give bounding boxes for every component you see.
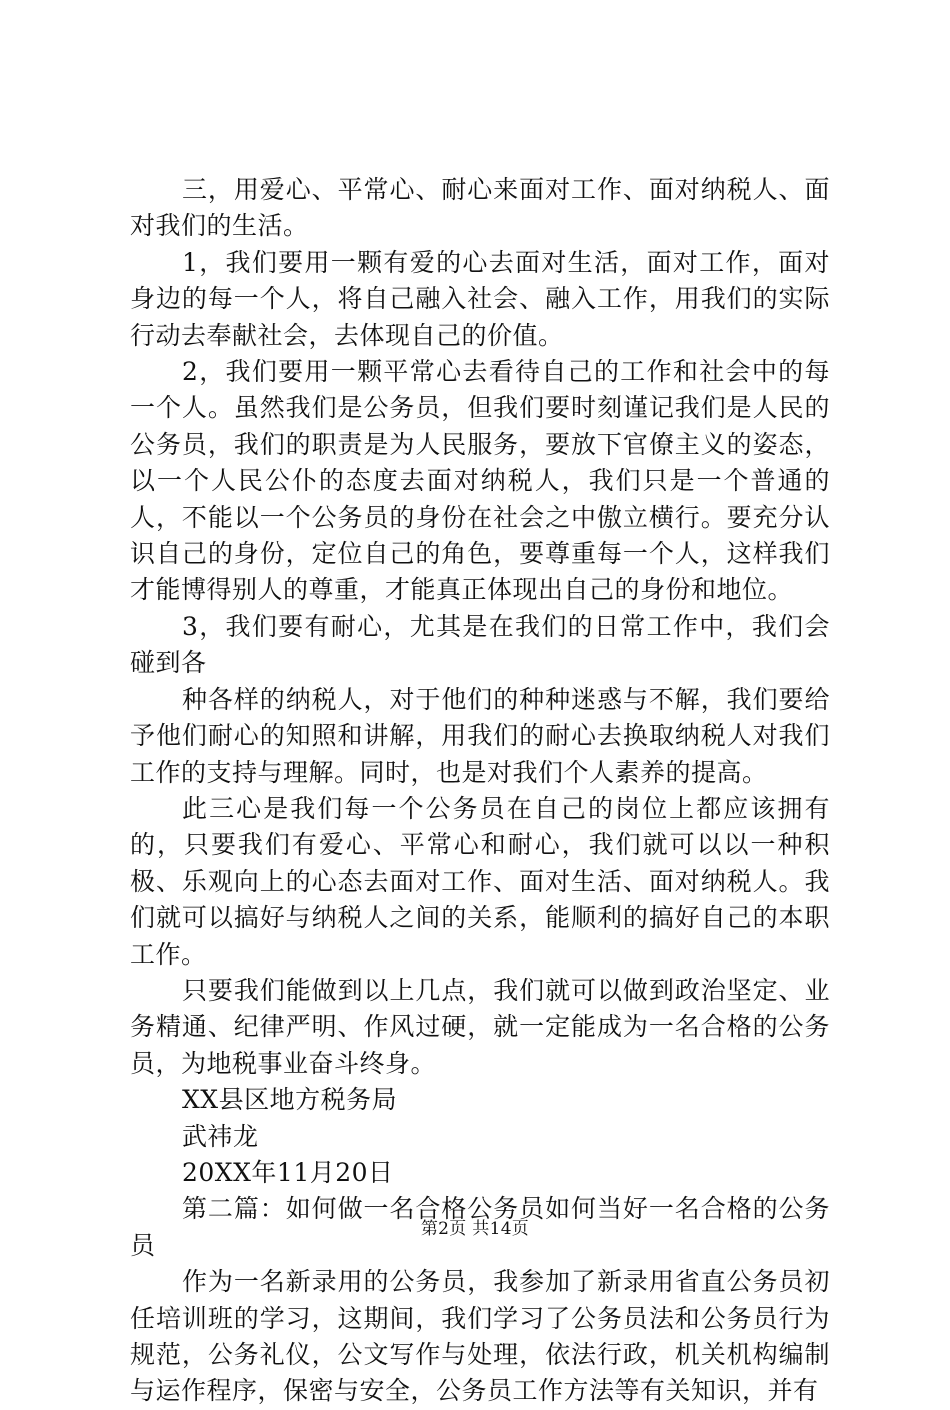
- paragraph: 种各样的纳税人，对于他们的种种迷惑与不解，我们要给予他们耐心的知照和讲解，用我们的耐心去换取纳税人对我们工作的支持与理解。同时，也是对我们个人素养的提高。: [130, 684, 830, 787]
- paragraph: 只要我们能做到以上几点，我们就可以做到政治坚定、业务精通、纪律严明、作风过硬，就一定能成为一名合格的公务员，为地税事业奋斗终身。: [130, 975, 830, 1078]
- signature-date: 20XX年11月20日: [182, 1157, 394, 1187]
- page-indicator: 第2页 共14页: [420, 1219, 530, 1239]
- paragraph: 1，我们要用一颗有爱的心去面对生活，面对工作，面对身边的每一个人，将自己融入社会、融入工作，用我们的实际行动去奉献社会，去体现自己的价值。: [130, 247, 830, 350]
- signature-author: 武祎龙: [182, 1121, 259, 1151]
- paragraph: 3，我们要有耐心，尤其是在我们的日常工作中，我们会碰到各: [130, 611, 830, 678]
- section-title: 第二篇：如何做一名合格公务员如何当好一名合格的公务员: [130, 1194, 830, 1260]
- signature-organization: XX县区地方税务局: [182, 1085, 398, 1115]
- paragraph: 作为一名新录用的公务员，我参加了新录用省直公务员初任培训班的学习，这期间，我们学习了公务员法和公务员行为规范，公务礼仪，公文写作与处理，依法行政，机关机构编制与运作程序，保密与安全，公务员工作方法等有关知识，并有: [130, 1267, 830, 1406]
- paragraph: 2，我们要用一颗平常心去看待自己的工作和社会中的每一个人。虽然我们是公务员，但我们要时刻谨记我们是人民的公务员，我们的职责是为人民服务，要放下官僚主义的姿态，以一个人民公仆的态度去面对纳税人，我们只是一个普通的人，不能以一个公务员的身份在社会之中傲立横行。要充分认识自己的身份，定位自己的角色，要尊重每一个人，这样我们才能博得别人的尊重，才能真正体现出自己的身份和地位。: [130, 357, 830, 605]
- paragraph: 三，用爱心、平常心、耐心来面对工作、面对纳税人、面对我们的生活。: [130, 175, 830, 241]
- page-footer: [0, 1214, 950, 1239]
- paragraph: 此三心是我们每一个公务员在自己的岗位上都应该拥有的，只要我们有爱心、平常心和耐心，我们就可以以一种积极、乐观向上的心态去面对工作、面对生活、面对纳税人。我们就可以搞好与纳税人之间的关系，能顺利的搞好自己的本职工作。: [130, 793, 830, 969]
